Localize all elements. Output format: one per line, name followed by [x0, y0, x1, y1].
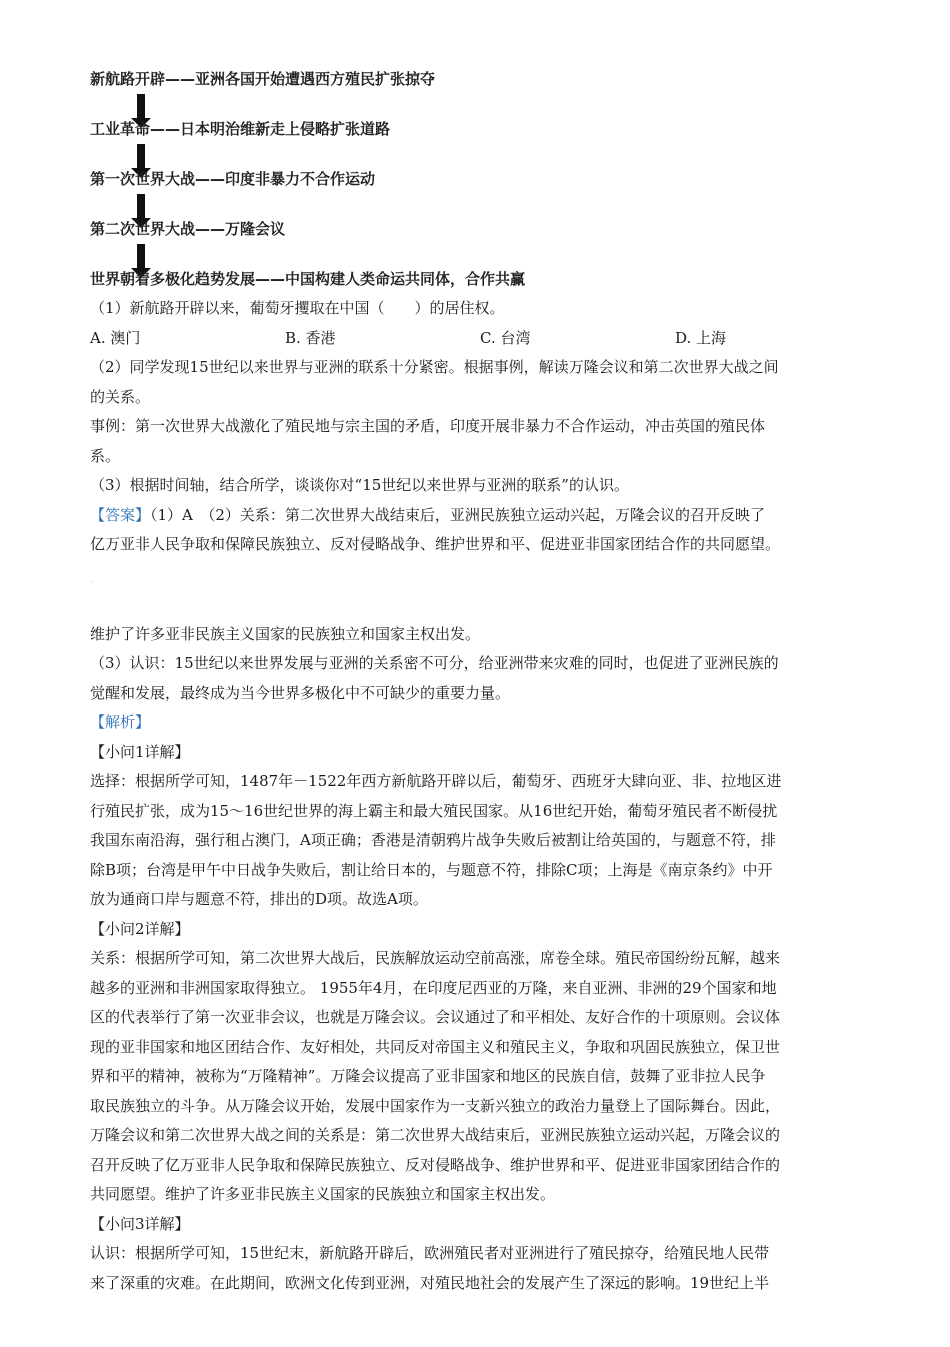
answer-line: （3）认识：15世纪以来世界发展与亚洲的关系密不可分，给亚洲带来灾难的同时，也促进了亚洲民族的	[90, 654, 779, 672]
option-c: C. 台湾	[480, 328, 531, 347]
document-body	[90, 294, 870, 1298]
timeline-item: 第二次世界大战——万隆会议	[90, 220, 286, 238]
analysis-line: 关系：根据所学可知，第二次世界大战后，民族解放运动空前高涨，席卷全球。殖民帝国纷纷瓦解，越来	[90, 949, 781, 967]
page-gap: ·	[90, 577, 93, 587]
analysis-line: 越多的亚洲和非洲国家取得独立。 1955年4月，在印度尼西亚的万隆，来自亚洲、非洲的29个国家和地	[90, 978, 777, 997]
analysis-line: 行殖民扩张，成为15～16世纪世界的海上霸主和最大殖民国家。从16世纪开始，葡萄牙殖民者不断侵扰	[90, 801, 778, 820]
question-1-stem: （1）新航路开辟以来，葡萄牙攫取在中国（ ）的居住权。	[90, 299, 505, 317]
question-2-example: 系。	[90, 446, 121, 465]
sub-question-3-title: 【小问3详解】	[90, 1214, 190, 1233]
answer-line: 【答案】（1）A （2）关系：第二次世界大战结束后，亚洲民族独立运动兴起，万隆会议的召开反映了	[90, 505, 765, 524]
option-a: A. 澳门	[90, 328, 141, 347]
analysis-line: 认识：根据所学可知，15世纪末，新航路开辟后，欧洲殖民者对亚洲进行了殖民掠夺，给殖民地人民带	[90, 1244, 770, 1262]
question-2-stem: 的关系。	[90, 387, 151, 406]
analysis-tag: 【解析】	[90, 713, 151, 731]
question-2-example: 事例：第一次世界大战激化了殖民地与宗主国的矛盾，印度开展非暴力不合作运动，冲击英国的殖民体	[90, 417, 766, 435]
analysis-line: 除B项；台湾是甲午中日战争失败后，割让给日本的，与题意不符，排除C项；上海是《南京条约》中开	[90, 860, 773, 879]
timeline-item: 工业革命——日本明治维新走上侵略扩张道路	[90, 120, 391, 138]
answer-line: 维护了许多亚非民族主义国家的民族独立和国家主权出发。	[90, 624, 481, 643]
option-d: D. 上海	[675, 328, 727, 347]
analysis-line: 万隆会议和第二次世界大战之间的关系是：第二次世界大战结束后，亚洲民族独立运动兴起，万隆会议的	[90, 1126, 781, 1144]
question-2-stem: （2）同学发现15世纪以来世界与亚洲的联系十分紧密。根据事例，解读万隆会议和第二次世界大战之间	[90, 358, 779, 376]
analysis-line: 现的亚非国家和地区团结合作、友好相处，共同反对帝国主义和殖民主义，争取和巩固民族独立，保卫世	[90, 1037, 781, 1056]
answer-line: 亿万亚非人民争取和保障民族独立、反对侵略战争、维护世界和平、促进亚非国家团结合作的共同愿望。	[90, 535, 781, 553]
analysis-line: 召开反映了亿万亚非人民争取和保障民族独立、反对侵略战争、维护世界和平、促进亚非国家团结合作的	[90, 1155, 781, 1174]
analysis-line: 区的代表举行了第一次亚非会议，也就是万隆会议。会议通过了和平相处、友好合作的十项原则。会议体	[90, 1008, 781, 1026]
analysis-line: 来了深重的灾难。在此期间，欧洲文化传到亚洲，对殖民地社会的发展产生了深远的影响。19世纪上半	[90, 1273, 770, 1292]
sub-question-1-title: 【小问1详解】	[90, 742, 190, 761]
question-1-options	[90, 324, 870, 354]
analysis-line: 我国东南沿海，强行租占澳门，A项正确；香港是清朝鸦片战争失败后被割让给英国的，与题意不符，排	[90, 831, 776, 849]
question-3-stem: （3）根据时间轴，结合所学，谈谈你对“15世纪以来世界与亚洲的联系”的认识。	[90, 476, 629, 494]
analysis-line: 共同愿望。维护了许多亚非民族主义国家的民族独立和国家主权出发。	[90, 1185, 556, 1203]
timeline-item: 世界朝着多极化趋势发展——中国构建人类命运共同体，合作共赢	[90, 270, 526, 288]
analysis-line: 放为通商口岸与题意不符，排出的D项。故选A项。	[90, 890, 428, 908]
timeline-item: 新航路开辟——亚洲各国开始遭遇西方殖民扩张掠夺	[90, 70, 436, 88]
analysis-line: 取民族独立的斗争。从万隆会议开始，发展中国家作为一支新兴独立的政治力量登上了国际舞台。因此，	[90, 1096, 781, 1115]
analysis-line: 界和平的精神，被称为“万隆精神”。万隆会议提高了亚非国家和地区的民族自信，鼓舞了亚非拉人民争	[90, 1067, 766, 1085]
analysis-line: 选择：根据所学可知，1487年－1522年西方新航路开辟以后，葡萄牙、西班牙大肆向亚、非、拉地区进	[90, 772, 782, 790]
answer-line: 觉醒和发展，最终成为当今世界多极化中不可缺少的重要力量。	[90, 683, 511, 702]
sub-question-2-title: 【小问2详解】	[90, 919, 190, 938]
option-b: B. 香港	[285, 328, 336, 347]
timeline-item: 第一次世界大战——印度非暴力不合作运动	[90, 170, 376, 188]
answer-tag: 【答案】	[90, 505, 151, 524]
